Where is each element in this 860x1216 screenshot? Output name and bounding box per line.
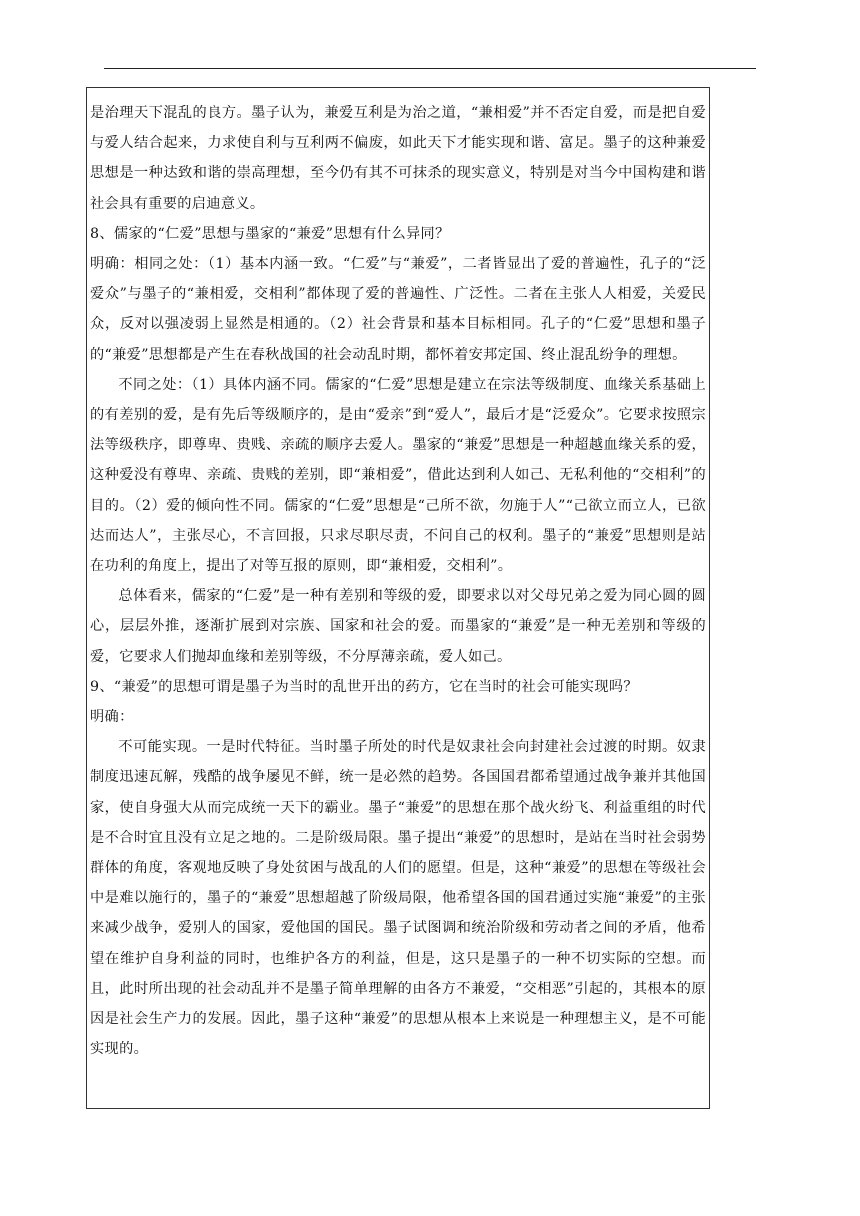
answer-8-summary: 总体看来，儒家的“仁爱”是一种有差别和等级的爱，即要求以对父母兄弟之爱为同心圆的圆心，层层外推，逐渐扩展到对宗族、国家和社会的爱。而墨家的“兼爱”是一种无差别和等级的爱，它要求人们抛却血缘和差别等级，不分厚薄亲疏，爱人如己。 (90, 588, 706, 665)
content-body (90, 98, 706, 1065)
answer-8-similarities: 明确：相同之处：（1）基本内涵一致。“仁爱”与“兼爱”，二者皆显出了爱的普遍性，孔子的“泛爱众”与墨子的“兼相爱，交相利”都体现了爱的普遍性、广泛性。二者在主张人人相爱，关爱民众，反对以强凌弱上显然是相通的。（2）社会背景和基本目标相同。孔子的“仁爱”思想和墨子的“兼爱”思想都是产生在春秋战国的社会动乱时期，都怀着安邦定国、终止混乱纷争的理想。 (90, 256, 706, 363)
answer-8-differences: 不同之处：（1）具体内涵不同。儒家的“仁爱”思想是建立在宗法等级制度、血缘关系基础上的有差别的爱，是有先后等级顺序的，是由“爱亲”到“爱人”，最后才是“泛爱众”。它要求按照宗法等级秩序，即尊卑、贵贱、亲疏的顺序去爱人。墨家的“兼爱”思想是一种超越血缘关系的爱，这种爱没有尊卑、亲疏、贵贱的差别，即“兼相爱”，借此达到利人如己、无私利他的“交相利”的目的。（2）爱的倾向性不同。儒家的“仁爱”思想是“己所不欲，勿施于人”“己欲立而立人，已欲达而达人”，主张尽心，不言回报，只求尽职尽责，不问自己的权利。墨子的“兼爱”思想则是站在功利的角度上，提出了对等互报的原则，即“兼相爱，交相利”。 (90, 376, 706, 575)
paragraph-continuation: 是治理天下混乱的良方。墨子认为，兼爱互利是为治之道，“兼相爱”并不否定自爱，而是把自爱与爱人结合起来，力求使自利与互利两不偏废，如此天下才能实现和谐、富足。墨子的这种兼爱思想是一种达致和谐的崇高理想，至今仍有其不可抹杀的现实意义，特别是对当今中国构建和谐社会具有重要的启迪意义。 (90, 105, 706, 212)
question-8: 8、儒家的“仁爱”思想与墨家的“兼爱”思想有什么异同？ (90, 225, 450, 242)
answer-9-label: 明确： (90, 709, 134, 726)
header-rule (104, 68, 756, 69)
content-table-cell (86, 87, 710, 1109)
answer-9-body: 不可能实现。一是时代特征。当时墨子所处的时代是奴隶社会向封建社会过渡的时期。奴隶制度迅速瓦解，残酷的战争屡见不鲜，统一是必然的趋势。各国国君都希望通过战争兼并其他国家，使自身强大从而完成统一天下的霸业。墨子“兼爱”的思想在那个战火纷飞、利益重组的时代是不合时宜且没有立足之地的。二是阶级局限。墨子提出“兼爱”的思想时，是站在当时社会弱势群体的角度，客观地反映了身处贫困与战乱的人们的愿望。但是，这种“兼爱”的思想在等级社会中是难以施行的，墨子的“兼爱”思想超越了阶级局限，他希望各国的国君通过实施“兼爱”的主张来减少战争，爱别人的国家，爱他国的国民。墨子试图调和统治阶级和劳动者之间的矛盾，他希望在维护自身利益的同时，也维护各方的利益，但是，这只是墨子的一种不切实际的空想。而且，此时所出现的社会动乱并不是墨子简单理解的由各方不兼爱，“交相恶”引起的，其根本的原因是社会生产力的发展。因此，墨子这种“兼爱”的思想从根本上来说是一种理想主义，是不可能实现的。 (90, 739, 706, 1058)
question-9: 9、“兼爱”的思想可谓是墨子为当时的乱世开出的药方，它在当时的社会可能实现吗？ (90, 678, 638, 695)
